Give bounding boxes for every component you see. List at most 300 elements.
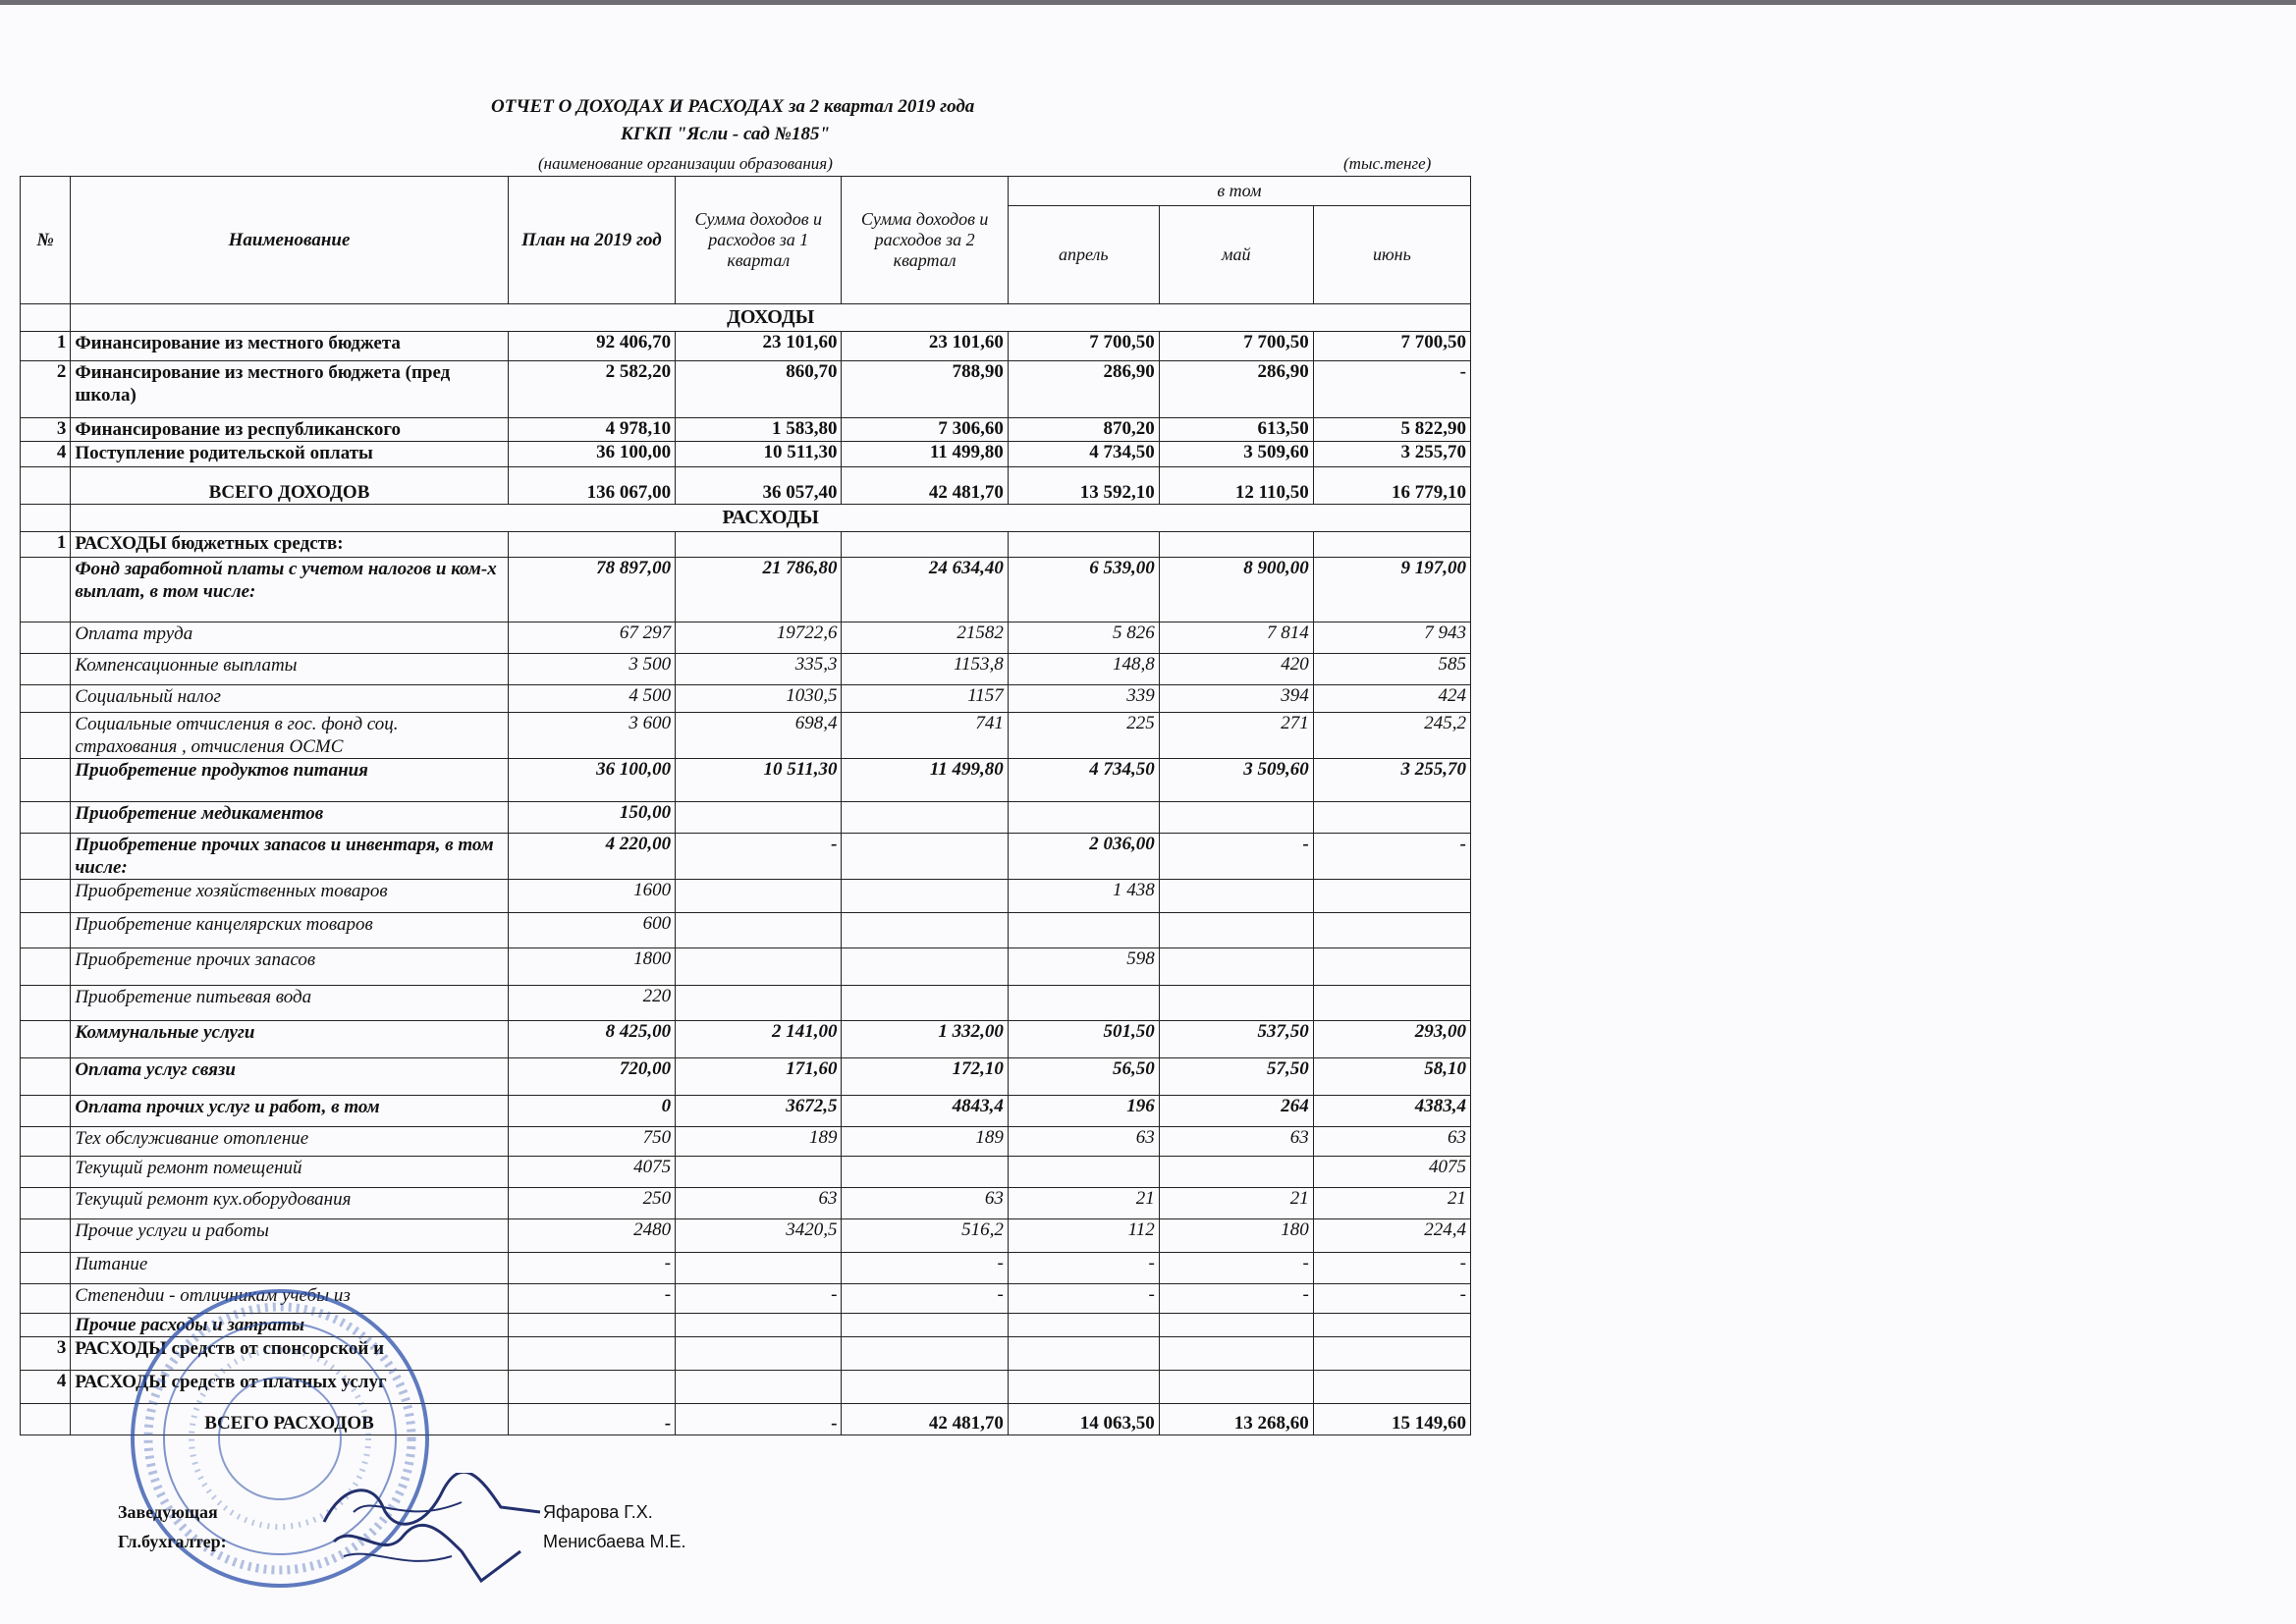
cell-may: 264 <box>1159 1096 1313 1127</box>
cell-q2: - <box>842 1253 1008 1284</box>
cell-q2: 1157 <box>842 685 1008 713</box>
cell-apr: 225 <box>1008 713 1159 759</box>
cell-q2: 21582 <box>842 623 1008 654</box>
row-name: Приобретение канцелярских товаров <box>71 913 508 948</box>
table-row <box>21 332 1471 361</box>
cell-jun: 245,2 <box>1313 713 1470 759</box>
cell-q2: 1 332,00 <box>842 1021 1008 1058</box>
cell-jun: 5 822,90 <box>1313 418 1470 442</box>
cell-jun: 4383,4 <box>1313 1096 1470 1127</box>
cell-may <box>1159 1371 1313 1404</box>
cell-jun: 585 <box>1313 654 1470 685</box>
empty-cell <box>21 304 71 332</box>
row-name: Питание <box>71 1253 508 1284</box>
cell-apr: 21 <box>1008 1188 1159 1219</box>
cell-q2: - <box>842 1284 1008 1314</box>
row-number <box>21 1188 71 1219</box>
cell-plan: 67 297 <box>508 623 675 654</box>
row-number <box>21 654 71 685</box>
accountant-signature <box>314 1512 530 1600</box>
row-name: Приобретение прочих запасов <box>71 948 508 986</box>
cell-q1: 19722,6 <box>676 623 842 654</box>
cell-jun: - <box>1313 361 1470 418</box>
cell-plan: 220 <box>508 986 675 1021</box>
cell-q2: 189 <box>842 1127 1008 1157</box>
cell-jun <box>1313 913 1470 948</box>
cell-apr: 4 734,50 <box>1008 442 1159 467</box>
cell-plan <box>508 532 675 558</box>
table-row <box>21 1127 1471 1157</box>
cell-may: 63 <box>1159 1127 1313 1157</box>
cell-may <box>1159 532 1313 558</box>
cell-q2: 63 <box>842 1188 1008 1219</box>
cell-apr <box>1008 532 1159 558</box>
row-name: Фонд заработной платы с учетом налогов и ком-х выплат, в том числе: <box>71 558 508 623</box>
cell-may: - <box>1159 834 1313 880</box>
cell-plan: 2 582,20 <box>508 361 675 418</box>
row-number <box>21 1157 71 1188</box>
cell-jun <box>1313 986 1470 1021</box>
cell-may: - <box>1159 1253 1313 1284</box>
cell-apr: 56,50 <box>1008 1058 1159 1096</box>
cell-q1 <box>676 532 842 558</box>
cell-q1: 189 <box>676 1127 842 1157</box>
row-name: Прочие услуги и работы <box>71 1219 508 1253</box>
cell-q1: 698,4 <box>676 713 842 759</box>
cell-plan <box>508 1314 675 1337</box>
total-apr: 14 063,50 <box>1008 1404 1159 1435</box>
table-body <box>21 304 1471 1435</box>
cell-q1 <box>676 880 842 913</box>
cell-q1 <box>676 948 842 986</box>
cell-q2 <box>842 880 1008 913</box>
row-name: Текущий ремонт помещений <box>71 1157 508 1188</box>
row-name: Текущий ремонт кух.оборудования <box>71 1188 508 1219</box>
col-number-header: № <box>21 177 71 304</box>
cell-plan: 250 <box>508 1188 675 1219</box>
cell-plan: 600 <box>508 913 675 948</box>
cell-q2 <box>842 802 1008 834</box>
cell-apr: - <box>1008 1253 1159 1284</box>
cell-may: 8 900,00 <box>1159 558 1313 623</box>
col-q2-header: Сумма доходов и расходов за 2 квартал <box>842 177 1008 304</box>
cell-plan: 1600 <box>508 880 675 913</box>
cell-q1 <box>676 1314 842 1337</box>
cell-plan: 36 100,00 <box>508 442 675 467</box>
cell-apr: 2 036,00 <box>1008 834 1159 880</box>
table-row <box>21 713 1471 759</box>
cell-plan: 3 500 <box>508 654 675 685</box>
table-row <box>21 802 1471 834</box>
total-q2: 42 481,70 <box>842 467 1008 505</box>
cell-jun: 21 <box>1313 1188 1470 1219</box>
row-name: Приобретение питьевая вода <box>71 986 508 1021</box>
table-row <box>21 834 1471 880</box>
cell-q1: 860,70 <box>676 361 842 418</box>
col-april-header: апрель <box>1008 206 1159 304</box>
table-row <box>21 685 1471 713</box>
total-plan: - <box>508 1404 675 1435</box>
cell-plan <box>508 1337 675 1371</box>
cell-q2: 172,10 <box>842 1058 1008 1096</box>
empty-cell <box>21 505 71 532</box>
total-may: 12 110,50 <box>1159 467 1313 505</box>
row-name: Приобретение хозяйственных товаров <box>71 880 508 913</box>
table-row <box>21 418 1471 442</box>
cell-q1: - <box>676 834 842 880</box>
report-title: ОТЧЕТ О ДОХОДАХ И РАСХОДАХ за 2 квартал 2019 года <box>491 96 975 117</box>
cell-jun: 3 255,70 <box>1313 442 1470 467</box>
cell-may: 271 <box>1159 713 1313 759</box>
cell-jun: 3 255,70 <box>1313 759 1470 802</box>
cell-q1: 335,3 <box>676 654 842 685</box>
cell-q2: 7 306,60 <box>842 418 1008 442</box>
cell-may <box>1159 913 1313 948</box>
cell-jun: - <box>1313 1284 1470 1314</box>
organization-name: КГКП "Ясли - сад №185" <box>621 124 831 144</box>
cell-q1: 10 511,30 <box>676 442 842 467</box>
row-number <box>21 467 71 505</box>
cell-q1 <box>676 913 842 948</box>
row-number <box>21 1127 71 1157</box>
cell-jun: 9 197,00 <box>1313 558 1470 623</box>
cell-apr <box>1008 1157 1159 1188</box>
cell-jun: 224,4 <box>1313 1219 1470 1253</box>
cell-may: 3 509,60 <box>1159 759 1313 802</box>
table-row <box>21 1058 1471 1096</box>
cell-q1: 171,60 <box>676 1058 842 1096</box>
cell-apr <box>1008 802 1159 834</box>
cell-plan: 4 220,00 <box>508 834 675 880</box>
cell-apr <box>1008 1337 1159 1371</box>
total-apr: 13 592,10 <box>1008 467 1159 505</box>
table-row <box>21 623 1471 654</box>
cell-q2 <box>842 948 1008 986</box>
cell-may: - <box>1159 1284 1313 1314</box>
cell-q2: 516,2 <box>842 1219 1008 1253</box>
cell-jun: 7 700,50 <box>1313 332 1470 361</box>
cell-apr: 63 <box>1008 1127 1159 1157</box>
table-row <box>21 532 1471 558</box>
table-row <box>21 1157 1471 1188</box>
cell-plan: 720,00 <box>508 1058 675 1096</box>
cell-may: 21 <box>1159 1188 1313 1219</box>
cell-q1: - <box>676 1284 842 1314</box>
cell-q1: 63 <box>676 1188 842 1219</box>
row-number <box>21 802 71 834</box>
cell-q1: 3672,5 <box>676 1096 842 1127</box>
cell-plan: 1800 <box>508 948 675 986</box>
cell-q1 <box>676 986 842 1021</box>
cell-apr: 339 <box>1008 685 1159 713</box>
cell-apr: 286,90 <box>1008 361 1159 418</box>
cell-jun: 4075 <box>1313 1157 1470 1188</box>
cell-jun <box>1313 532 1470 558</box>
head-name: Яфарова Г.Х. <box>543 1502 653 1522</box>
cell-plan: 4 978,10 <box>508 418 675 442</box>
row-number <box>21 948 71 986</box>
cell-may <box>1159 1157 1313 1188</box>
cell-q2 <box>842 834 1008 880</box>
cell-q2 <box>842 1337 1008 1371</box>
organization-caption: (наименование организации образования) <box>538 154 833 173</box>
cell-may: 7 700,50 <box>1159 332 1313 361</box>
scan-top-edge <box>0 0 2296 5</box>
cell-q2: 11 499,80 <box>842 442 1008 467</box>
accountant-name: Менисбаева М.Е. <box>543 1532 686 1551</box>
cell-jun: 424 <box>1313 685 1470 713</box>
cell-plan: 0 <box>508 1096 675 1127</box>
row-name: Оплата труда <box>71 623 508 654</box>
row-number <box>21 759 71 802</box>
row-name: Компенсационные выплаты <box>71 654 508 685</box>
row-name: Оплата прочих услуг и работ, в том <box>71 1096 508 1127</box>
cell-q2 <box>842 986 1008 1021</box>
col-may-header: май <box>1159 206 1313 304</box>
cell-plan: 3 600 <box>508 713 675 759</box>
cell-may: 3 509,60 <box>1159 442 1313 467</box>
cell-jun: - <box>1313 1253 1470 1284</box>
row-number <box>21 1284 71 1314</box>
cell-apr: 4 734,50 <box>1008 759 1159 802</box>
cell-apr: 1 438 <box>1008 880 1159 913</box>
cell-plan: 92 406,70 <box>508 332 675 361</box>
row-number: 3 <box>21 1337 71 1371</box>
cell-q2: 24 634,40 <box>842 558 1008 623</box>
row-number: 4 <box>21 442 71 467</box>
cell-plan: - <box>508 1253 675 1284</box>
accountant-title: Гл.бухгалтер: <box>118 1532 227 1551</box>
cell-q2: 4843,4 <box>842 1096 1008 1127</box>
cell-q1: 23 101,60 <box>676 332 842 361</box>
income-expense-table <box>20 176 1471 1435</box>
cell-may: 286,90 <box>1159 361 1313 418</box>
cell-jun: 7 943 <box>1313 623 1470 654</box>
row-name: Приобретение медикаментов <box>71 802 508 834</box>
row-name: Прочие расходы и затраты <box>71 1314 508 1337</box>
row-name: Финансирование из местного бюджета <box>71 332 508 361</box>
row-number: 2 <box>21 361 71 418</box>
cell-may: 394 <box>1159 685 1313 713</box>
row-number <box>21 1314 71 1337</box>
cell-q2 <box>842 1314 1008 1337</box>
col-q1-header: Сумма доходов и расходов за 1 квартал <box>676 177 842 304</box>
cell-q1: 1030,5 <box>676 685 842 713</box>
cell-may: 7 814 <box>1159 623 1313 654</box>
total-jun: 15 149,60 <box>1313 1404 1470 1435</box>
total-q1: - <box>676 1404 842 1435</box>
row-name: Социальный налог <box>71 685 508 713</box>
row-number: 3 <box>21 418 71 442</box>
row-number <box>21 1021 71 1058</box>
total-q2: 42 481,70 <box>842 1404 1008 1435</box>
table-row <box>21 1219 1471 1253</box>
cell-plan: 150,00 <box>508 802 675 834</box>
cell-apr: 112 <box>1008 1219 1159 1253</box>
table-row <box>21 913 1471 948</box>
row-name: РАСХОДЫ бюджетных средств: <box>71 532 508 558</box>
cell-q2 <box>842 913 1008 948</box>
cell-q1: 3420,5 <box>676 1219 842 1253</box>
cell-q2: 788,90 <box>842 361 1008 418</box>
row-name: Поступление родительской оплаты <box>71 442 508 467</box>
row-number <box>21 1404 71 1435</box>
cell-q2: 1153,8 <box>842 654 1008 685</box>
cell-may <box>1159 948 1313 986</box>
cell-q1 <box>676 1157 842 1188</box>
cell-q1: 1 583,80 <box>676 418 842 442</box>
cell-apr <box>1008 913 1159 948</box>
cell-plan: 78 897,00 <box>508 558 675 623</box>
cell-q2: 23 101,60 <box>842 332 1008 361</box>
cell-jun <box>1313 1371 1470 1404</box>
total-label: ВСЕГО РАСХОДОВ <box>71 1404 508 1435</box>
table-row <box>21 1096 1471 1127</box>
row-number: 4 <box>21 1371 71 1404</box>
cell-q2 <box>842 1371 1008 1404</box>
row-name: Приобретение продуктов питания <box>71 759 508 802</box>
expense-section <box>21 505 1471 532</box>
row-number: 1 <box>21 532 71 558</box>
row-name: РАСХОДЫ средств от платных услуг <box>71 1371 508 1404</box>
cell-apr <box>1008 1314 1159 1337</box>
cell-jun <box>1313 1314 1470 1337</box>
cell-q1 <box>676 1371 842 1404</box>
cell-apr: 7 700,50 <box>1008 332 1159 361</box>
row-number <box>21 986 71 1021</box>
cell-plan <box>508 1371 675 1404</box>
cell-apr: 5 826 <box>1008 623 1159 654</box>
expense-section-title: РАСХОДЫ <box>71 505 1471 532</box>
cell-may <box>1159 880 1313 913</box>
total-plan: 136 067,00 <box>508 467 675 505</box>
total-label: ВСЕГО ДОХОДОВ <box>71 467 508 505</box>
cell-apr: 196 <box>1008 1096 1159 1127</box>
cell-jun: 293,00 <box>1313 1021 1470 1058</box>
cell-q2: 11 499,80 <box>842 759 1008 802</box>
cell-apr: 6 539,00 <box>1008 558 1159 623</box>
cell-apr: 870,20 <box>1008 418 1159 442</box>
row-name: РАСХОДЫ средств от спонсорской и <box>71 1337 508 1371</box>
cell-q1: 2 141,00 <box>676 1021 842 1058</box>
cell-apr: 148,8 <box>1008 654 1159 685</box>
cell-jun <box>1313 1337 1470 1371</box>
table-row <box>21 361 1471 418</box>
row-name: Оплата услуг связи <box>71 1058 508 1096</box>
cell-apr: 598 <box>1008 948 1159 986</box>
col-plan-header: План на 2019 год <box>508 177 675 304</box>
cell-q1 <box>676 802 842 834</box>
table-row <box>21 1188 1471 1219</box>
cell-q2: 741 <box>842 713 1008 759</box>
income-section <box>21 304 1471 332</box>
cell-q1 <box>676 1337 842 1371</box>
total-jun: 16 779,10 <box>1313 467 1470 505</box>
row-number <box>21 1058 71 1096</box>
total-q1: 36 057,40 <box>676 467 842 505</box>
cell-apr: 501,50 <box>1008 1021 1159 1058</box>
table-row <box>21 948 1471 986</box>
cell-q2 <box>842 532 1008 558</box>
row-number <box>21 1096 71 1127</box>
table-row <box>21 558 1471 623</box>
cell-jun: - <box>1313 834 1470 880</box>
col-june-header: июнь <box>1313 206 1470 304</box>
income-section-title: ДОХОДЫ <box>71 304 1471 332</box>
row-name: Приобретение прочих запасов и инвентаря, в том числе: <box>71 834 508 880</box>
cell-may: 180 <box>1159 1219 1313 1253</box>
cell-may <box>1159 986 1313 1021</box>
row-number <box>21 834 71 880</box>
table-row <box>21 759 1471 802</box>
row-number: 1 <box>21 332 71 361</box>
table-row <box>21 442 1471 467</box>
row-name: Степендии - отличникам учебы из <box>71 1284 508 1314</box>
cell-q1: 10 511,30 <box>676 759 842 802</box>
row-number <box>21 880 71 913</box>
row-name: Социальные отчисления в гос. фонд соц. страхования , отчисления ОСМС <box>71 713 508 759</box>
cell-may: 613,50 <box>1159 418 1313 442</box>
row-number <box>21 685 71 713</box>
table-row <box>21 986 1471 1021</box>
cell-plan: 750 <box>508 1127 675 1157</box>
cell-may <box>1159 1314 1313 1337</box>
cell-plan: - <box>508 1284 675 1314</box>
table-row <box>21 1021 1471 1058</box>
row-number <box>21 1219 71 1253</box>
cell-jun <box>1313 880 1470 913</box>
row-name: Финансирование из местного бюджета (пред школа) <box>71 361 508 418</box>
row-name: Финансирование из республиканского <box>71 418 508 442</box>
row-name: Тех обслуживание отопление <box>71 1127 508 1157</box>
cell-plan: 2480 <box>508 1219 675 1253</box>
cell-may <box>1159 802 1313 834</box>
table-row <box>21 654 1471 685</box>
cell-plan: 36 100,00 <box>508 759 675 802</box>
cell-q2 <box>842 1157 1008 1188</box>
total-row <box>21 467 1471 505</box>
cell-may: 420 <box>1159 654 1313 685</box>
row-number <box>21 1253 71 1284</box>
head-title: Заведующая <box>118 1502 218 1522</box>
total-may: 13 268,60 <box>1159 1404 1313 1435</box>
cell-plan: 4075 <box>508 1157 675 1188</box>
cell-q1 <box>676 1253 842 1284</box>
cell-q1: 21 786,80 <box>676 558 842 623</box>
cell-plan: 4 500 <box>508 685 675 713</box>
col-group-header: в том <box>1008 177 1470 206</box>
row-number <box>21 558 71 623</box>
row-number <box>21 623 71 654</box>
row-name: Коммунальные услуги <box>71 1021 508 1058</box>
cell-apr: - <box>1008 1284 1159 1314</box>
units-label: (тыс.тенге) <box>1343 154 1432 173</box>
row-number <box>21 713 71 759</box>
cell-may: 57,50 <box>1159 1058 1313 1096</box>
cell-may <box>1159 1337 1313 1371</box>
table-row <box>21 880 1471 913</box>
cell-jun: 63 <box>1313 1127 1470 1157</box>
row-number <box>21 913 71 948</box>
cell-jun: 58,10 <box>1313 1058 1470 1096</box>
cell-jun <box>1313 802 1470 834</box>
cell-apr <box>1008 986 1159 1021</box>
cell-may: 537,50 <box>1159 1021 1313 1058</box>
cell-jun <box>1313 948 1470 986</box>
cell-plan: 8 425,00 <box>508 1021 675 1058</box>
col-name-header: Наименование <box>71 177 508 304</box>
cell-apr <box>1008 1371 1159 1404</box>
